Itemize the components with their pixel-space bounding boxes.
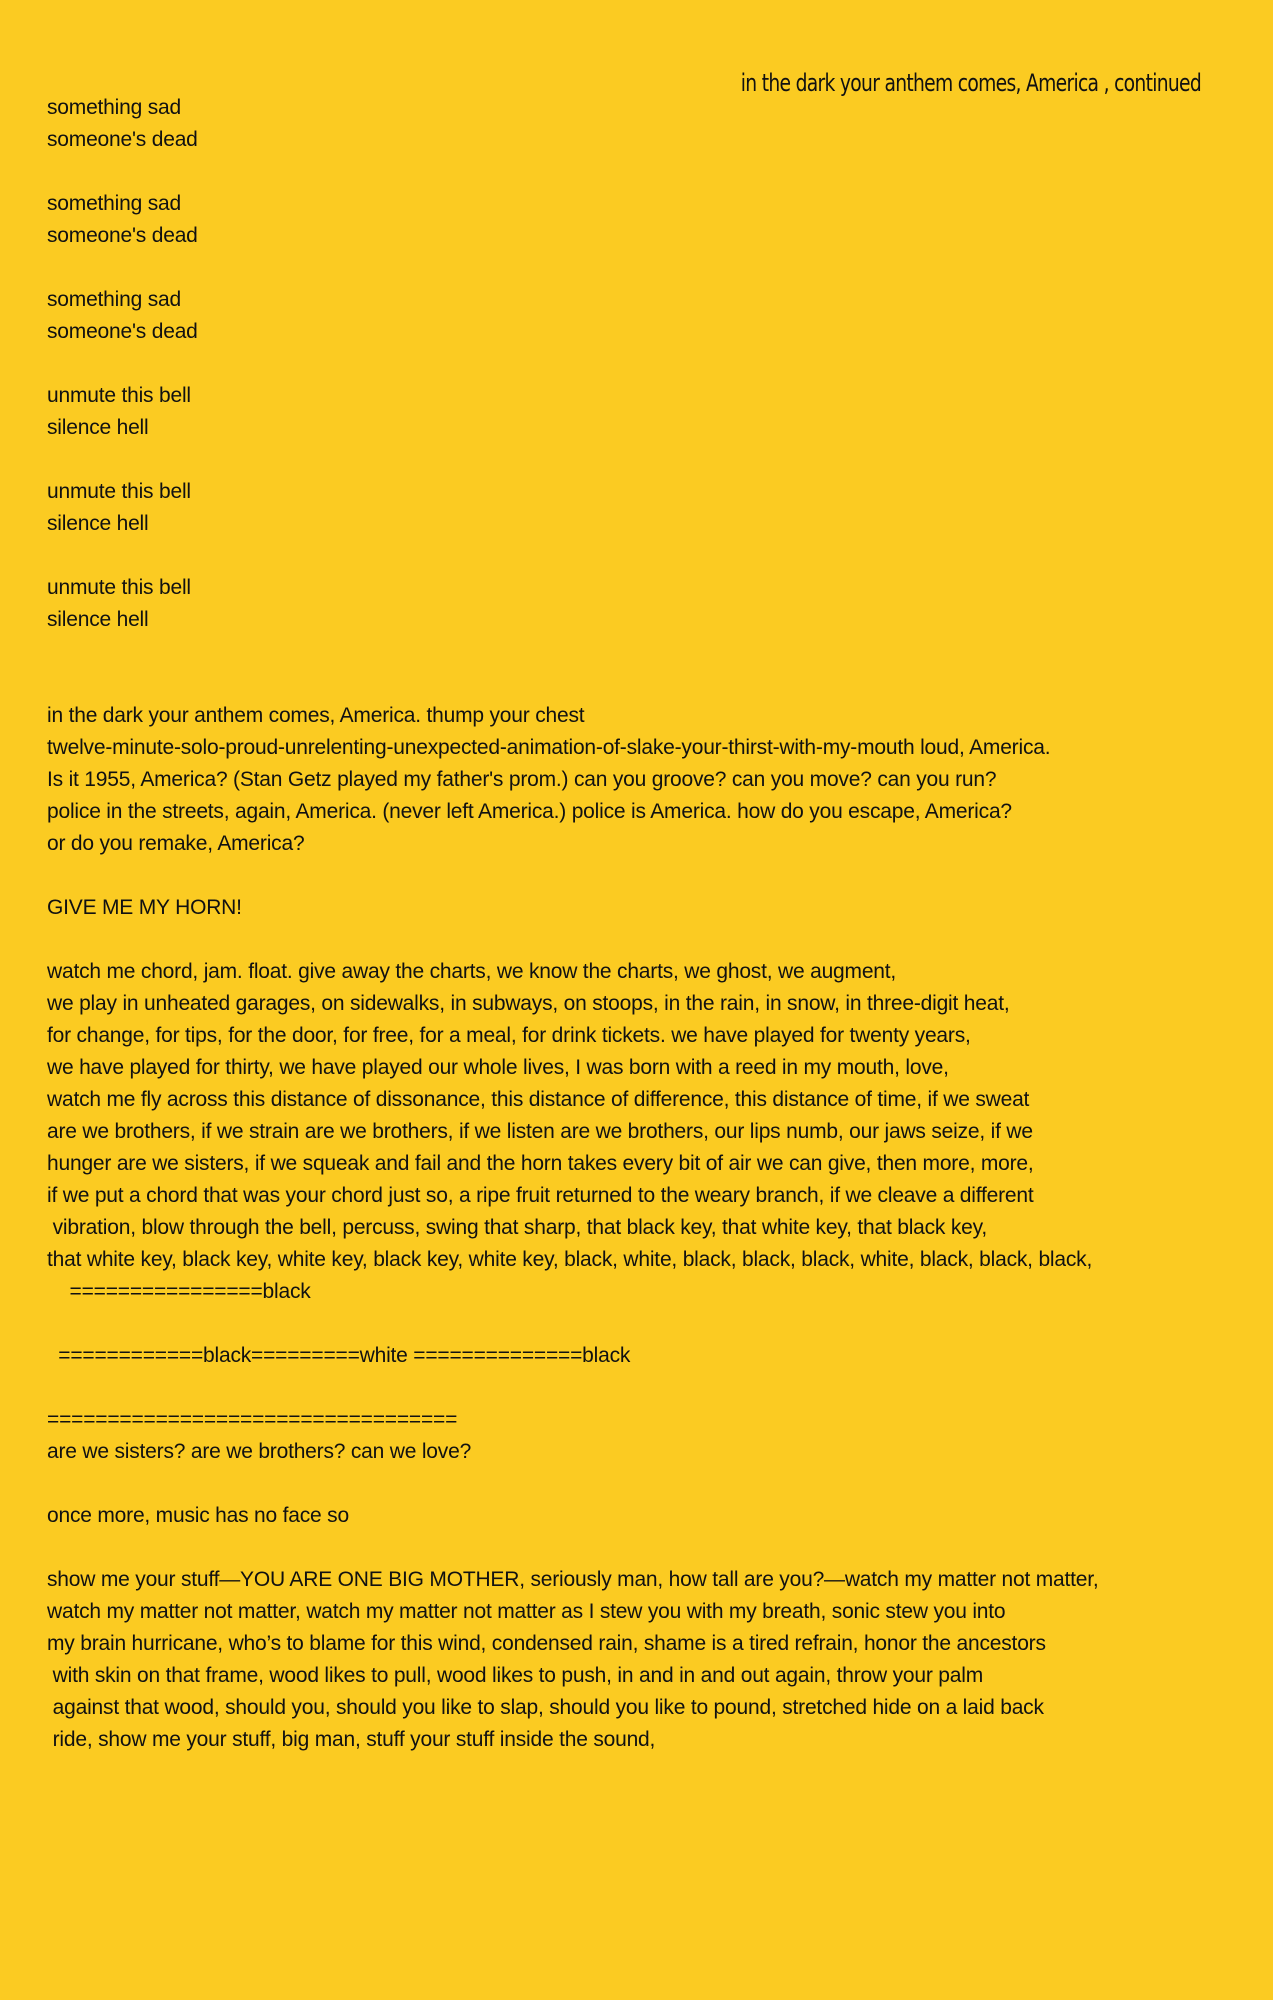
poem-line: watch me fly across this distance of dissonance, this distance of difference, this distance of time, if we sweat <box>47 1088 1030 1111</box>
poem-body <box>47 92 1247 1756</box>
poem-line: silence hell <box>47 416 149 439</box>
poem-line: silence hell <box>47 608 149 631</box>
poem-line: if we put a chord that was your chord just so, a ripe fruit returned to the weary branch, if we cleave a different <box>47 1184 1034 1207</box>
stanza-8 <box>47 892 1247 924</box>
stanza-3 <box>47 284 1247 348</box>
poem-line: GIVE ME MY HORN! <box>47 896 242 919</box>
page-title: in the dark your anthem comes, America , continued <box>740 69 1201 97</box>
stanza-7 <box>47 700 1247 860</box>
stanza-break <box>47 924 1247 956</box>
stanza-break <box>47 540 1247 572</box>
stanza-11 <box>47 1404 1247 1468</box>
poem-line: against that wood, should you, should you like to slap, should you like to pound, stretched hide on a laid back <box>47 1696 1044 1719</box>
poem-line: are we sisters? are we brothers? can we love? <box>47 1440 472 1463</box>
poem-line: we play in unheated garages, on sidewalks, in subways, on stoops, in the rain, in snow, in three-digit heat, <box>47 992 1010 1015</box>
poem-line: someone's dead <box>47 224 198 247</box>
poem-line: unmute this bell <box>47 576 191 599</box>
poem-line: watch my matter not matter, watch my matter not matter as I stew you with my breath, sonic stew you into <box>47 1600 1006 1623</box>
stanza-break <box>47 860 1247 892</box>
stanza-break <box>47 636 1247 700</box>
stanza-break <box>47 1372 1247 1404</box>
stanza-2 <box>47 188 1247 252</box>
poem-line: with skin on that frame, wood likes to pull, wood likes to push, in and in and out again, throw your palm <box>47 1664 983 1687</box>
stanza-break <box>47 156 1247 188</box>
stanza-9 <box>47 956 1247 1308</box>
poem-line: that white key, black key, white key, black key, white key, black, white, black, black, black, white, black, black, black, <box>47 1248 1093 1271</box>
poem-line: hunger are we sisters, if we squeak and fail and the horn takes every bit of air we can give, then more, more, <box>47 1152 1034 1175</box>
stanza-10 <box>47 1340 1247 1372</box>
poem-line: vibration, blow through the bell, percuss, swing that sharp, that black key, that white key, that black key, <box>47 1216 988 1239</box>
poem-line: show me your stuff—YOU ARE ONE BIG MOTHER, seriously man, how tall are you?—watch my matter not matter, <box>47 1568 1099 1591</box>
stanza-break <box>47 1308 1247 1340</box>
poem-line: unmute this bell <box>47 480 191 503</box>
stanza-break <box>47 444 1247 476</box>
poem-line: my brain hurricane, who’s to blame for this wind, condensed rain, shame is a tired refrain, honor the ancestors <box>47 1632 1046 1655</box>
poem-line: for change, for tips, for the door, for free, for a meal, for drink tickets. we have played for twenty years, <box>47 1024 971 1047</box>
poem-line: ================================== <box>47 1408 458 1431</box>
poem-line: ============black=========white ==============black <box>47 1344 631 1367</box>
poem-line: unmute this bell <box>47 384 191 407</box>
poem-line: ================black <box>47 1280 311 1303</box>
stanza-break <box>47 1532 1247 1564</box>
stanza-5 <box>47 476 1247 540</box>
poem-line: silence hell <box>47 512 149 535</box>
poem-line: are we brothers, if we strain are we brothers, if we listen are we brothers, our lips numb, our jaws seize, if we <box>47 1120 1033 1143</box>
poem-line: someone's dead <box>47 128 198 151</box>
stanza-6 <box>47 572 1247 636</box>
poem-line: something sad <box>47 96 181 119</box>
poem-line: twelve-minute-solo-proud-unrelenting-unexpected-animation-of-slake-your-thirst-with-my-mouth loud, America. <box>47 736 1051 759</box>
poem-line: we have played for thirty, we have played our whole lives, I was born with a reed in my mouth, love, <box>47 1056 949 1079</box>
poem-line: ride, show me your stuff, big man, stuff your stuff inside the sound, <box>47 1728 656 1751</box>
poem-line: watch me chord, jam. float. give away the charts, we know the charts, we ghost, we augment, <box>47 960 897 983</box>
poem-line: something sad <box>47 288 181 311</box>
poem-line: in the dark your anthem comes, America. thump your chest <box>47 704 585 727</box>
poem-line: someone's dead <box>47 320 198 343</box>
stanza-break <box>47 348 1247 380</box>
poem-line: something sad <box>47 192 181 215</box>
stanza-4 <box>47 380 1247 444</box>
poem-line: police in the streets, again, America. (never left America.) police is America. how do you escape, America? <box>47 800 1012 823</box>
stanza-13 <box>47 1564 1247 1756</box>
poem-line: once more, music has no face so <box>47 1504 349 1527</box>
stanza-1 <box>47 92 1247 156</box>
poem-line: Is it 1955, America? (Stan Getz played my father's prom.) can you groove? can you move? can you run? <box>47 768 997 791</box>
stanza-break <box>47 252 1247 284</box>
poem-line: or do you remake, America? <box>47 832 305 855</box>
stanza-12 <box>47 1500 1247 1532</box>
stanza-break <box>47 1468 1247 1500</box>
